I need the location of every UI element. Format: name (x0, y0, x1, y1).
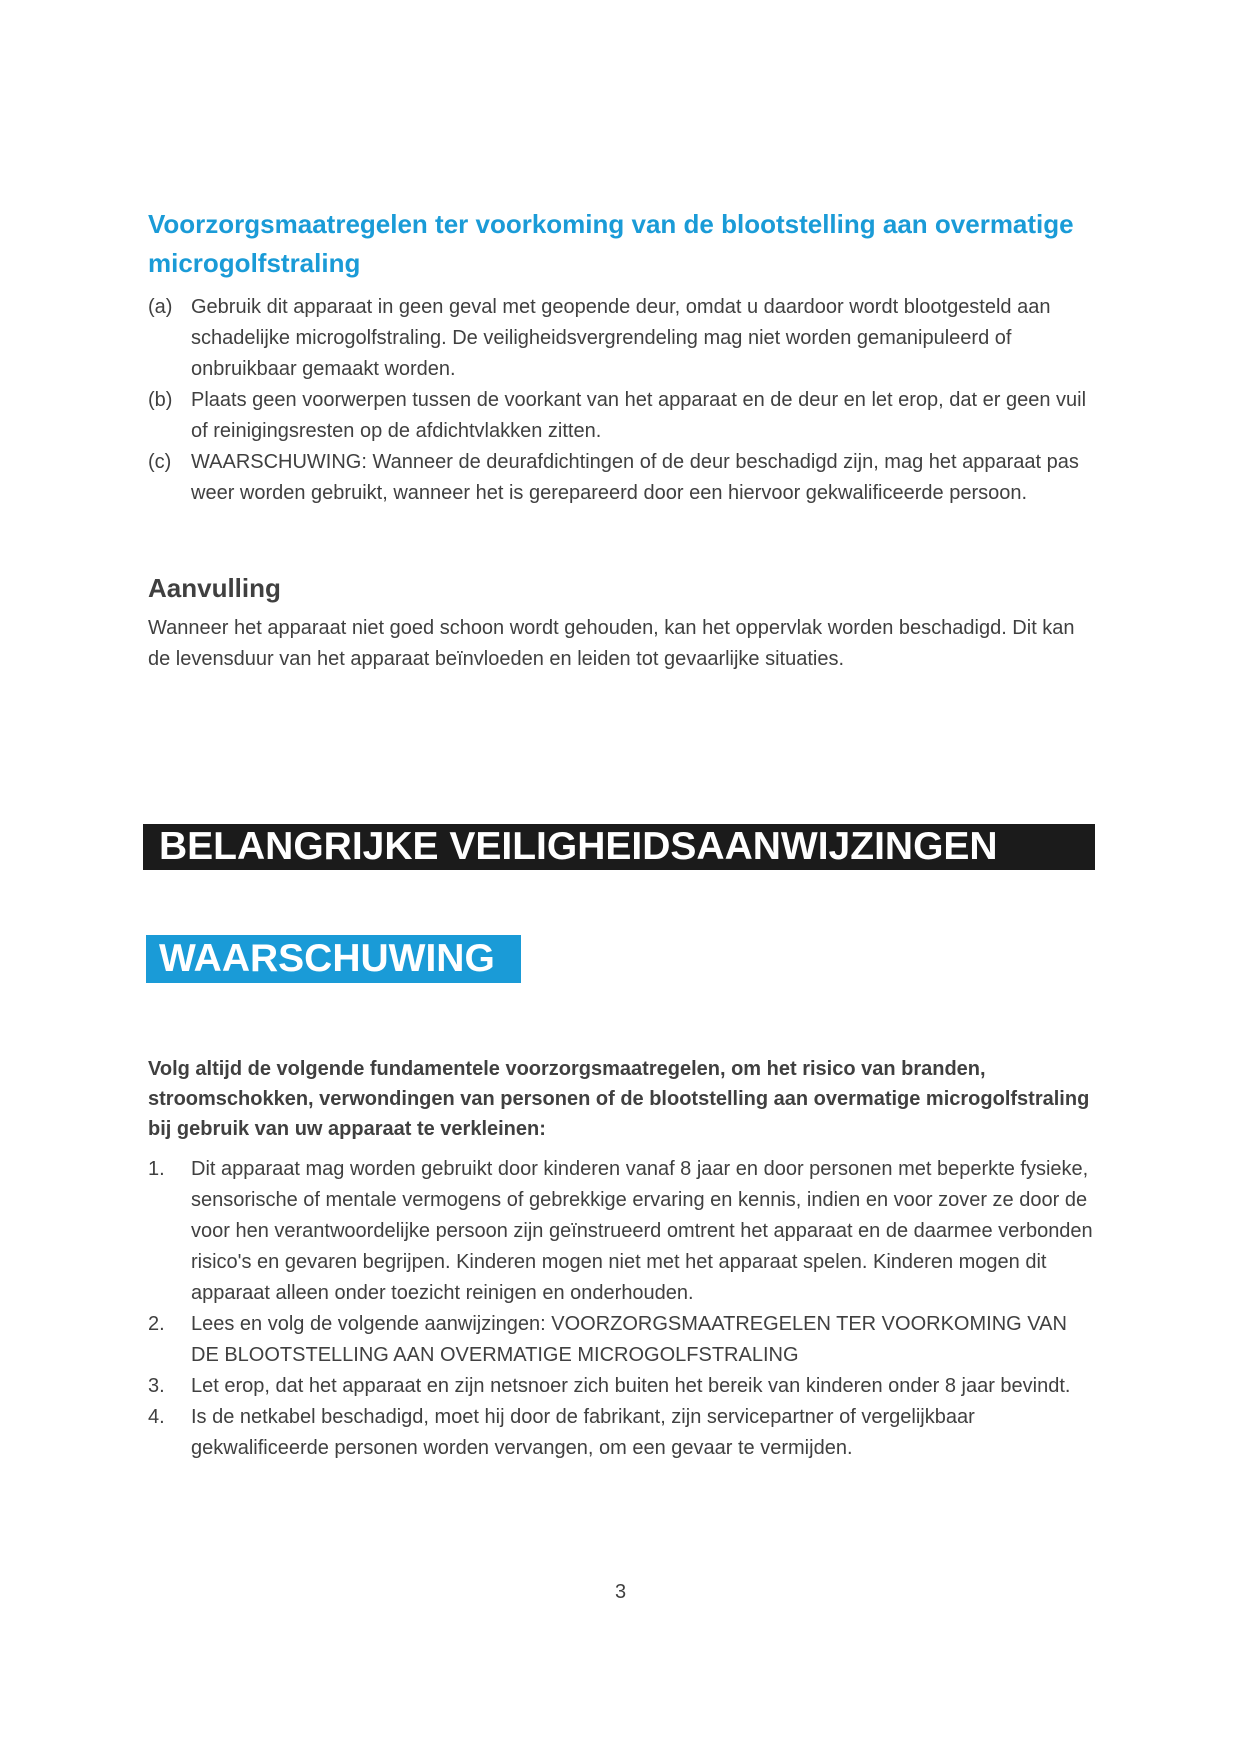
list-marker: 1. (148, 1158, 165, 1180)
supplement-heading: Aanvulling (148, 573, 281, 603)
list-item (148, 1309, 1098, 1371)
list-item-text: Let erop, dat het apparaat en zijn netsnoer zich buiten het bereik van kinderen onder 8 jaar bevindt. (191, 1375, 1071, 1397)
list-marker: (b) (148, 389, 173, 411)
list-item (148, 292, 1098, 385)
safety-numbered-list (148, 1154, 1098, 1464)
list-item-text: Gebruik dit apparaat in geen geval met geopende deur, omdat u daardoor wordt blootgesteld aan schadelijke microgolfstraling. De veiligheidsvergrendeling mag niet worden gemanipuleerd of onbruikbaar gemaakt worden. (191, 296, 1051, 380)
list-marker: (a) (148, 296, 173, 318)
list-item-text: Plaats geen voorwerpen tussen de voorkant van het apparaat en de deur en let erop, dat er geen vuil of reinigingsresten op de afdichtvlakken zitten. (191, 389, 1087, 442)
list-item (148, 447, 1098, 509)
warning-banner: WAARSCHUWING (146, 935, 521, 983)
list-marker: 3. (148, 1375, 165, 1397)
microwave-precautions-section (148, 205, 1098, 675)
list-item (148, 1154, 1098, 1309)
list-item-text: WAARSCHUWING: Wanneer de deurafdichtingen of de deur beschadigd zijn, mag het apparaat pas weer worden gebruikt, wanneer het is gerepareerd door een hiervoor gekwalificeerde persoon. (191, 451, 1079, 504)
list-item (148, 1402, 1098, 1464)
safety-intro: Volg altijd de volgende fundamentele voorzorgsmaatregelen, om het risico van branden, stroomschokken, verwondingen van personen of de blootstelling aan overmatige microgolfstraling bij gebruik van uw apparaat te verkleinen: (148, 1058, 1090, 1140)
list-item-text: Is de netkabel beschadigd, moet hij door de fabrikant, zijn servicepartner of vergelijkbaar gekwalificeerde personen worden vervangen, om een gevaar te vermijden. (191, 1406, 975, 1459)
list-item-text: Lees en volg de volgende aanwijzingen: VOORZORGSMAATREGELEN TER VOORKOMING VAN DE BLOOTSTELLING AAN OVERMATIGE MICROGOLFSTRALING (191, 1313, 1067, 1366)
supplement-paragraph: Wanneer het apparaat niet goed schoon wordt gehouden, kan het oppervlak worden beschadigd. Dit kan de levensduur van het apparaat beïnvloeden en leiden tot gevaarlijke situaties. (148, 617, 1075, 670)
list-item-text: Dit apparaat mag worden gebruikt door kinderen vanaf 8 jaar en door personen met beperkte fysieke, sensorische of mentale vermogens of gebrekkige ervaring en kennis, indien en voor zover ze door de voor hen verantwoordelijke persoon zijn geïnstrueerd omtrent het apparaat en de daarmee verbonden risico's en gevaren begrijpen. Kinderen mogen niet met het apparaat spelen. Kinderen mogen dit apparaat alleen onder toezicht reinigen en onderhouden. (191, 1158, 1093, 1304)
page-number: 3 (614, 1581, 627, 1603)
list-item (148, 1371, 1098, 1402)
safety-instructions-section (148, 1054, 1098, 1464)
list-item (148, 385, 1098, 447)
precautions-list (148, 292, 1098, 509)
section-title: Voorzorgsmaatregelen ter voorkoming van de blootstelling aan overmatige microgolfstraling (148, 209, 1074, 278)
list-marker: (c) (148, 451, 172, 473)
list-marker: 4. (148, 1406, 165, 1428)
safety-instructions-banner: BELANGRIJKE VEILIGHEIDSAANWIJZINGEN (143, 824, 1095, 870)
list-marker: 2. (148, 1313, 165, 1335)
